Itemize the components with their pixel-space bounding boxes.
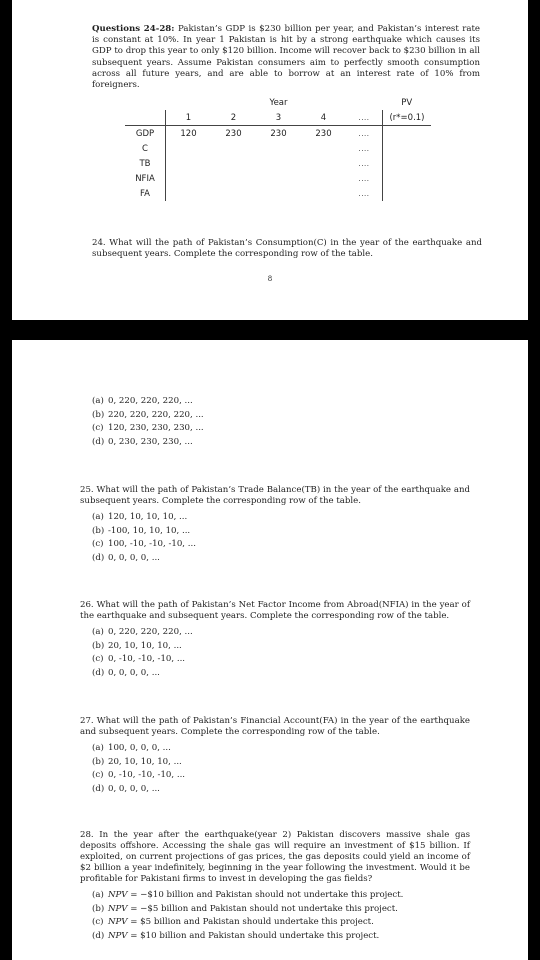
option-b[interactable] (92, 640, 470, 654)
question-28 (80, 830, 470, 943)
option-a[interactable] (92, 889, 470, 903)
pv-header: PV (401, 97, 413, 108)
option-text: 0, 0, 0, 0, ... (108, 552, 160, 563)
option-label: (c) (92, 539, 104, 549)
npv-symbol: NPV (108, 930, 128, 941)
cell (256, 156, 301, 171)
option-label: (b) (92, 525, 105, 536)
option-text: 100, -10, -10, -10, ... (108, 539, 196, 549)
option-text: = −$10 billion and Pakistan should not undertake this project. (127, 890, 404, 900)
cell-dots: .... (358, 174, 370, 183)
option-text: 0, 220, 220, 220, ... (108, 627, 193, 637)
option-label: (d) (92, 783, 105, 794)
cell (301, 141, 346, 156)
option-d[interactable] (92, 783, 470, 797)
option-label: (a) (92, 396, 104, 406)
cell (301, 171, 346, 186)
option-text: 220, 220, 220, 220, ... (108, 409, 204, 420)
year-1: 1 (166, 110, 212, 126)
intro-paragraph (92, 24, 480, 91)
year-4: 4 (320, 112, 327, 123)
cell (256, 141, 301, 156)
cell (211, 156, 256, 171)
year-3: 3 (275, 112, 282, 123)
option-d[interactable] (92, 436, 470, 450)
page-1 (12, 0, 528, 320)
option-text: 20, 10, 10, 10, ... (108, 756, 182, 767)
option-text: 0, -10, -10, -10, ... (108, 654, 186, 664)
cell (301, 186, 346, 201)
year-2: 2 (230, 112, 237, 123)
question-25-text: 25. What will the path of Pakistan’s Trade Balance(TB) in the year of the earthquake and subsequent years. Complete the corresponding row of the table. (80, 485, 470, 506)
option-text: -100, 10, 10, 10, ... (108, 525, 191, 536)
option-label: (b) (92, 903, 105, 914)
year-dots: .... (358, 113, 370, 122)
option-text: 0, 220, 220, 220, ... (108, 396, 193, 406)
option-d[interactable] (92, 930, 470, 944)
question-26 (80, 600, 470, 680)
year-header: Year (269, 97, 288, 108)
option-text: 120, 230, 230, 230, ... (108, 423, 204, 433)
intro-heading: Questions 24-28: (92, 24, 175, 34)
row-label: C (142, 143, 148, 154)
cell-dots: .... (346, 126, 383, 142)
option-b[interactable] (92, 525, 470, 539)
option-label: (a) (92, 890, 104, 900)
question-25 (80, 485, 470, 565)
option-text: 20, 10, 10, 10, ... (108, 640, 182, 651)
option-text: 100, 0, 0, 0, ... (108, 743, 171, 753)
option-text: 0, 230, 230, 230, ... (108, 436, 193, 447)
option-label: (d) (92, 436, 105, 447)
question-27 (80, 716, 470, 796)
row-label: FA (140, 188, 150, 199)
intro-text: Pakistan’s GDP is $230 billion per year, and Pakistan’s interest rate is constant at 10%. In year 1 Pakistan is hit by a strong earthquake which causes its GDP to drop this year to only $120 billion. Income will recover back to $230 billion in all subsequent years. Assume Pakistan consumers aim to perfectly smooth consumption across all future years, and are able to borrow at an interest rate of 10% from foreigners. (92, 24, 480, 91)
option-a[interactable] (92, 742, 470, 756)
table-row (125, 156, 431, 171)
option-c[interactable] (92, 538, 470, 552)
option-text: 0, 0, 0, 0, ... (108, 783, 160, 794)
option-label: (d) (92, 552, 105, 563)
option-a[interactable] (92, 395, 470, 409)
row-label: NFIA (135, 173, 155, 184)
npv-symbol: NPV (108, 903, 128, 914)
question-26-text: 26. What will the path of Pakistan’s Net Factor Income from Abroad(NFIA) in the year of the earthquake and subsequent years. Complete the corresponding row of the table. (80, 600, 470, 621)
cell (166, 156, 212, 171)
option-c[interactable] (92, 916, 470, 930)
cell (166, 141, 212, 156)
cell (256, 186, 301, 201)
option-a[interactable] (92, 626, 470, 640)
cell: 230 (256, 126, 301, 142)
cell (256, 171, 301, 186)
option-text: 0, 0, 0, 0, ... (108, 667, 160, 678)
option-label: (c) (92, 654, 104, 664)
option-text: = −$5 billion and Pakistan should not undertake this project. (127, 903, 398, 914)
cell: 120 (166, 126, 212, 142)
cell (211, 186, 256, 201)
option-label: (a) (92, 743, 104, 753)
table-row (125, 171, 431, 186)
cell (301, 156, 346, 171)
option-label: (b) (92, 640, 105, 651)
question-24 (92, 238, 482, 260)
cell (166, 186, 212, 201)
cell: 230 (211, 126, 256, 142)
npv-symbol: NPV (108, 890, 128, 900)
table-row (125, 141, 431, 156)
option-label: (d) (92, 667, 105, 678)
row-label: TB (139, 158, 151, 169)
option-text: = $5 billion and Pakistan should undertake this project. (127, 917, 374, 927)
npv-symbol: NPV (108, 917, 128, 927)
table-row (125, 186, 431, 201)
cell-dots: .... (358, 189, 370, 198)
cell (211, 171, 256, 186)
option-c[interactable] (92, 653, 470, 667)
option-label: (a) (92, 627, 104, 637)
cell (211, 141, 256, 156)
cell-dots: .... (358, 159, 370, 168)
option-c[interactable] (92, 422, 470, 436)
pv-sub: (r*=0.1) (383, 110, 432, 126)
option-d[interactable] (92, 667, 470, 681)
option-b[interactable] (92, 409, 470, 423)
question-28-text: 28. In the year after the earthquake(year 2) Pakistan discovers massive shale gas deposits offshore. Accessing the shale gas will require an investment of $15 billion. If exploited, on current projections of gas prices, the gas deposits could yield an income of $2 billion a year indefinitely, beginning in the year following the investment. Would it be profitable for Pakistani firms to invest in developing the gas fields? (80, 830, 470, 884)
option-text: 120, 10, 10, 10, ... (108, 512, 188, 522)
page-number: 8 (267, 275, 273, 283)
table-row (125, 126, 431, 142)
question-27-text: 27. What will the path of Pakistan’s Financial Account(FA) in the year of the earthquake and subsequent years. Complete the corresponding row of the table. (80, 716, 470, 737)
option-b[interactable] (92, 903, 470, 917)
option-text: 0, -10, -10, -10, ... (108, 770, 186, 780)
option-text: = $10 billion and Pakistan should undertake this project. (127, 930, 380, 941)
cell: 230 (301, 126, 346, 142)
cell-dots: .... (358, 144, 370, 153)
option-d[interactable] (92, 552, 470, 566)
option-a[interactable] (92, 511, 470, 525)
option-label: (c) (92, 917, 104, 927)
option-c[interactable] (92, 769, 470, 783)
option-label: (c) (92, 423, 104, 433)
option-label: (a) (92, 512, 104, 522)
question-24-text: 24. What will the path of Pakistan’s Consumption(C) in the year of the earthquake and subsequent years. Complete the corresponding row of the table. (92, 238, 482, 259)
option-label: (b) (92, 756, 105, 767)
option-label: (b) (92, 409, 105, 420)
option-label: (d) (92, 930, 105, 941)
question-24-options (80, 395, 470, 449)
option-b[interactable] (92, 756, 470, 770)
option-label: (c) (92, 770, 104, 780)
data-table (125, 95, 431, 201)
cell (166, 171, 212, 186)
row-label: GDP (125, 126, 166, 142)
